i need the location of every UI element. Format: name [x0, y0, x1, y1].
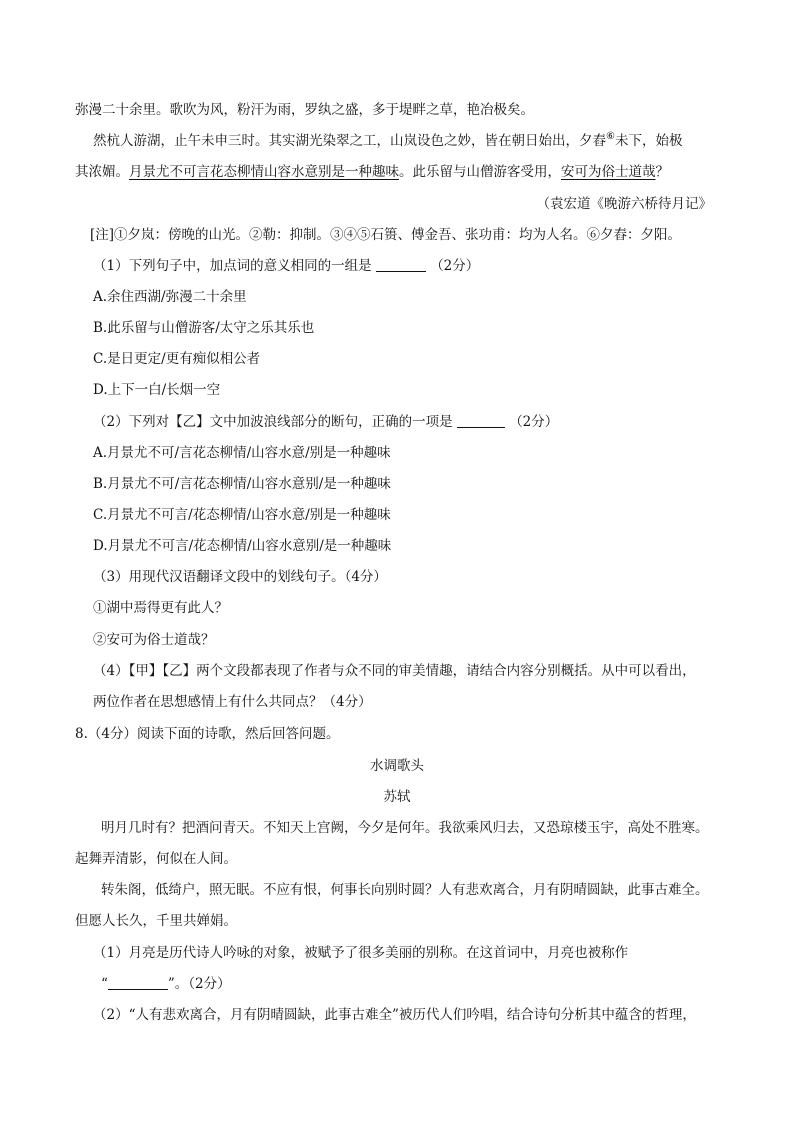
passage-text: 未下，始极	[614, 133, 683, 149]
passage-text: 然杭人游湖，止午未申三时。其实湖光染翠之工，山岚设色之妙，皆在朝日始出，夕舂	[93, 133, 606, 149]
poem-question-1: （1）月亮是历代诗人吟咏的对象，被赋予了很多美丽的别称。在这首词中，月亮也被称作	[93, 945, 629, 961]
poem-line: 但愿人长久，千里共婵娟。	[75, 913, 237, 929]
poem-question-2: （2）“人有悲欢离合，月有阴晴圆缺，此事古难全”被历代人们吟唱，结合诗句分析其中蕴含的哲理，	[93, 1007, 696, 1023]
underlined-sentence: 月景尤不可言花态柳情山容水意别是一种趣味	[129, 164, 399, 180]
question-text: （1）下列句子中，加点词的意义相同的一组是	[93, 258, 372, 274]
poem-author: 苏轼	[383, 789, 411, 805]
poem-question-1	[101, 974, 231, 994]
note-mark: ⑥	[606, 131, 615, 142]
question-4-stem: （4）【甲】【乙】两个文段都表现了作者与众不同的审美情趣，请结合内容分别概括。从中可以看出，	[93, 663, 696, 679]
quote-open: “	[101, 976, 108, 992]
answer-blank[interactable]	[108, 975, 168, 990]
passage-line: 弥漫二十余里。歌吹为风，粉汗为雨，罗纨之盛，多于堤畔之草，艳冶极矣。	[75, 102, 534, 118]
question-score: ”。（2分）	[167, 976, 231, 992]
option-c: C.月景尤不可言/花态柳情/山容水意/别是一种趣味	[93, 507, 391, 523]
passage-text: 。此乐留与山僧游客受用，	[399, 164, 561, 180]
answer-blank[interactable]	[376, 257, 426, 272]
passage-text: 其浓媚。	[75, 164, 129, 180]
question-score: （2分）	[430, 258, 480, 274]
passage-line	[75, 162, 669, 182]
underlined-sentence: 安可为俗士道哉	[561, 164, 656, 180]
poem-line: 明月几时有？把酒问青天。不知天上宫阙，今夕是何年。我欲乘风归去，又恐琼楼玉宇，高处不胜寒。	[101, 820, 709, 836]
option-a: A.余住西湖/弥漫二十余里	[93, 289, 247, 305]
passage-source: （袁宏道《晚游六桥待月记》	[536, 196, 712, 212]
poem-line: 转朱阁，低绮户，照无眠。不应有恨，何事长向别时圆？人有悲欢离合，月有阴晴圆缺，此事古难全。	[101, 882, 709, 898]
question-2-stem	[93, 412, 558, 432]
question-3-stem: （3）用现代汉语翻译文段中的划线句子。（4分）	[93, 569, 387, 585]
option-c: C.是日更定/更有痴似相公者	[93, 351, 261, 367]
question-4-stem: 两位作者在思想感情上有什么共同点？（4分）	[93, 694, 372, 710]
option-d: D.月景尤不可言/花态柳情/山容水意别/是一种趣味	[93, 538, 392, 554]
section-8-heading: 8.（4分）阅读下面的诗歌，然后回答问题。	[75, 726, 340, 742]
translation-item: ①湖中焉得更有此人？	[93, 600, 228, 616]
option-d: D.上下一白/长烟一空	[93, 382, 221, 398]
question-1-stem	[93, 256, 479, 276]
question-text: （2）下列对【乙】文中加波浪线部分的断句，正确的一项是	[93, 414, 453, 430]
question-score: （2分）	[509, 414, 559, 430]
passage-line	[93, 131, 682, 153]
poem-line: 起舞弄清影，何似在人间。	[75, 851, 237, 867]
answer-blank[interactable]	[457, 413, 505, 428]
option-b: B.月景尤不可/言花态柳情/山容水意别/是一种趣味	[93, 476, 391, 492]
passage-note: [注]①夕岚：傍晚的山光。②勒：抑制。③④⑤石篑、傅金吾、张功甫：均为人名。⑥夕舂：夕阳。	[90, 227, 682, 243]
translation-item: ②安可为俗士道哉？	[93, 632, 215, 648]
option-a: A.月景尤不可/言花态柳情/山容水意/别是一种趣味	[93, 445, 391, 461]
passage-text: ？	[655, 164, 669, 180]
poem-title: 水调歌头	[370, 758, 424, 774]
option-b: B.此乐留与山僧游客/太守之乐其乐也	[93, 320, 315, 336]
